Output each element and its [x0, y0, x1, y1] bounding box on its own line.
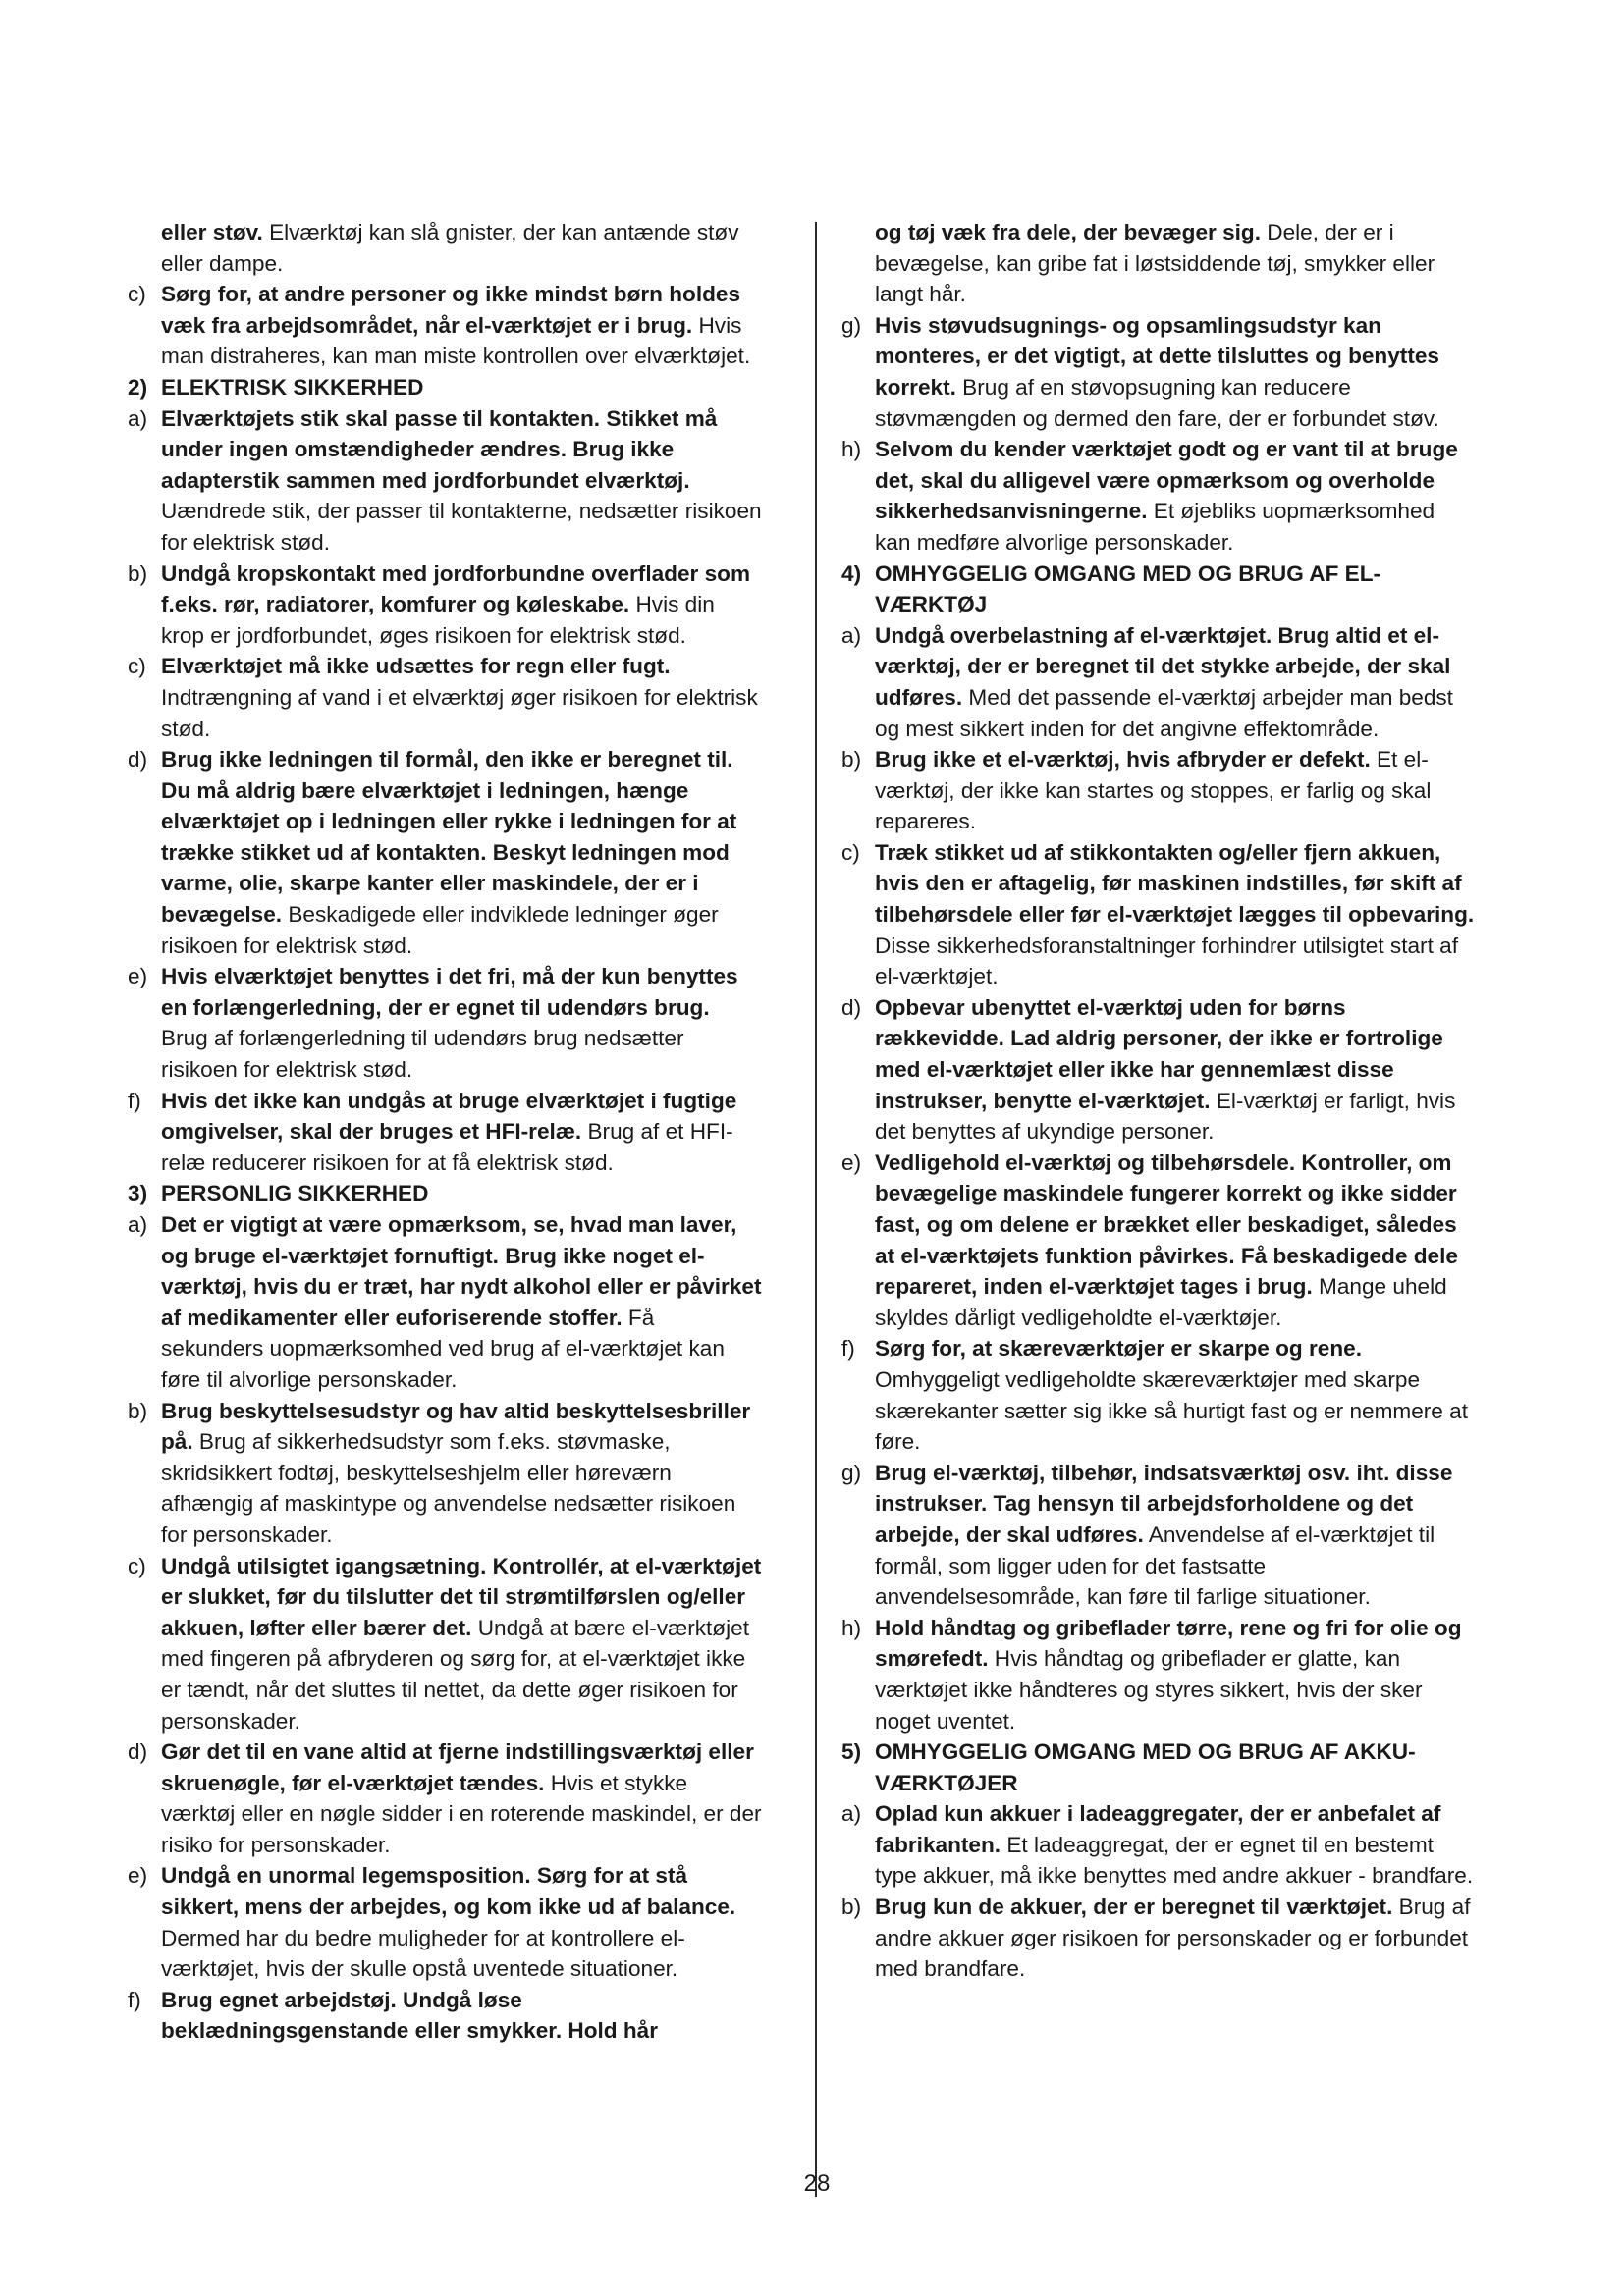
item-bold-text: Elværktøjets stik skal passe til kontakten. Stikket må under ingen omstændigheder ændres. Brug ikke adapterstik sammen med jordforbundet elværktøj.	[161, 405, 718, 493]
item-bold-text: Hold håndtag og gribeflader tørre, rene og fri for olie og smørefedt.	[875, 1615, 1462, 1672]
item-label: h)	[841, 1615, 862, 1640]
item-text: Hvis håndtag og gribeflader er glatte, kan værktøjet ikke håndteres og styres sikkert, hvis der sker noget uventet.	[875, 1646, 1423, 1734]
item-text: Disse sikkerhedsforanstaltninger forhindrer utilsigtet start af el-værktøjet.	[875, 933, 1458, 989]
left-column	[128, 217, 762, 2047]
item-bold-text: og tøj væk fra dele, der bevæger sig.	[875, 220, 1261, 244]
item-label: e)	[128, 964, 148, 989]
item-4h	[841, 1613, 1476, 1736]
item-4b	[841, 744, 1476, 837]
item-bold-text: Undgå utilsigtet igangsætning. Kontrollér, at el-værktøjet er slukket, før du tilslutter det til strømtilførslen og/eller akkuen, løfter eller bærer det.	[161, 1553, 762, 1640]
item-text: Anvendelse af el-værktøjet til formål, som ligger uden for det fastsatte anvendelsesområde, kan føre til farlige situationer.	[875, 1522, 1435, 1610]
item-label: d)	[128, 747, 148, 773]
section-title: PERSONLIG SIKKERHED	[161, 1181, 429, 1206]
item-bold-text: Vedligehold el-værktøj og tilbehørsdele. Kontroller, om bevægelige maskindele fungerer korrekt og ikke sidder fast, og om delene er brækket eller beskadiget, således at el-værktøjets funktion påvirkes. Få beskadigede dele repareret, inden el-værktøjet tages i brug.	[875, 1149, 1458, 1300]
item-5a	[841, 1798, 1476, 1892]
item-bold-text: Sørg for, at skæreværktøjer er skarpe og rene.	[875, 1336, 1363, 1362]
section-title: OMHYGGELIG OMGANG MED OG BRUG AF AKKU-VÆRKTØJER	[875, 1739, 1416, 1795]
item-label: g)	[841, 1460, 862, 1485]
section-number: 5)	[841, 1739, 862, 1765]
item-3f	[128, 1985, 762, 2047]
item-2f	[128, 1086, 762, 1179]
item-label: d)	[128, 1739, 148, 1765]
item-bold-text: Selvom du kender værktøjet godt og er vant til at bruge det, skal du alligevel være opmærksom og overholde sikkerhedsanvisningerne.	[875, 437, 1458, 524]
right-column	[841, 217, 1476, 1985]
item-text: Elværktøj kan slå gnister, der kan antænde støv eller dampe.	[161, 220, 739, 276]
item-bold-text: Hvis støvudsugnings- og opsamlingsudstyr kan monteres, er det vigtigt, at dette tilsluttes og benyttes korrekt.	[875, 312, 1439, 400]
item-5b	[841, 1892, 1476, 1985]
item-label: a)	[841, 622, 862, 648]
item-label: g)	[841, 312, 862, 338]
item-4f	[841, 1333, 1476, 1457]
item-bold-text: Træk stikket ud af stikkontakten og/eller fjern akkuen, hvis den er aftagelig, før maskinen indstilles, før skift af tilbehørsdele eller før el-værktøjet lægges til opbevaring.	[875, 839, 1475, 928]
section-heading-5	[841, 1736, 1476, 1798]
item-label: e)	[128, 1863, 148, 1889]
column-divider	[815, 222, 817, 2197]
item-label: a)	[128, 405, 148, 431]
item-text: Dele, der er i bevægelse, kan gribe fat i løstsiddende tøj, smykker eller langt hår.	[875, 220, 1435, 307]
item-label: b)	[841, 1895, 862, 1920]
item-bold-text: Brug ikke et el-værktøj, hvis afbryder er defekt.	[875, 747, 1371, 773]
item-text: Mange uheld skyldes dårligt vedligeholdte el-værktøjer.	[875, 1274, 1447, 1330]
item-label: a)	[128, 1212, 148, 1237]
item-bold-text: Brug kun de akkuer, der er beregnet til værktøjet.	[875, 1895, 1393, 1920]
section-number: 2)	[128, 374, 148, 400]
item-text: El-værktøj er farligt, hvis det benyttes af ukyndige personer.	[875, 1088, 1456, 1145]
item-3h	[841, 434, 1476, 558]
section-heading-3	[128, 1178, 762, 1209]
item-bold-text: Gør det til en vane altid at fjerne indstillingsværktøj eller skruenøgle, før el-værktøjet tændes.	[161, 1739, 754, 1795]
item-4c	[841, 837, 1476, 992]
item-text: Et el-værktøj, der ikke kan startes og stoppes, er farlig og skal repareres.	[875, 747, 1432, 834]
item-text: Med det passende el-værktøj arbejder man bedst og mest sikkert inden for det angivne effektområde.	[875, 684, 1453, 741]
item-label: c)	[128, 282, 146, 307]
section-number: 3)	[128, 1181, 148, 1206]
item-text: Brug af et HFI-relæ reducerer risikoen for at få elektrisk stød.	[161, 1119, 733, 1175]
item-text: Et ladeaggregat, der er egnet til en bestemt type akkuer, må ikke benyttes med andre akkuer - brandfare.	[875, 1832, 1474, 1889]
item-text: Omhyggeligt vedligeholdte skæreværktøjer med skarpe skærekanter sætter sig ikke så hurtigt fast og er nemmere at føre.	[875, 1366, 1468, 1455]
item-text: Brug af en støvopsugning kan reducere støvmængden og dermed den fare, der er forbundet støv.	[875, 374, 1439, 431]
item-bold-text: Sørg for, at andre personer og ikke mindst børn holdes væk fra arbejdsområdet, når el-værktøjet er i brug.	[161, 282, 741, 338]
item-bold-text: Brug ikke ledningen til formål, den ikke er beregnet til. Du må aldrig bære elværktøjet i ledningen, hænge elværktøjet op i ledningen eller rykke i ledningen for at trække stikket ud af kontakten. Beskyt ledningen mod varme, olie, skarpe kanter eller maskindele, der er i bevægelse.	[161, 747, 737, 928]
item-label: h)	[841, 437, 862, 462]
item-label: e)	[841, 1149, 862, 1175]
continued-paragraph	[841, 217, 1476, 310]
item-3b	[128, 1396, 762, 1551]
item-text: Hvis din krop er jordforbundet, øges risikoen for elektrisk stød.	[161, 592, 715, 648]
item-bold-text: eller støv.	[161, 220, 263, 244]
section-heading-2	[128, 372, 762, 403]
item-text: Indtrængning af vand i et elværktøj øger risikoen for elektrisk stød.	[161, 684, 758, 741]
item-3c	[128, 1551, 762, 1737]
item-label: c)	[128, 654, 146, 679]
item-2a	[128, 403, 762, 559]
section-title: OMHYGGELIG OMGANG MED OG BRUG AF EL-VÆRKTØJ	[875, 561, 1381, 617]
section-title: ELEKTRISK SIKKERHED	[161, 374, 424, 400]
item-bold-text: Undgå overbelastning af el-værktøjet. Brug altid et el-værktøj, der er beregnet til det stykke arbejde, der skal udføres.	[875, 622, 1451, 710]
item-label: a)	[841, 1801, 862, 1827]
item-label: c)	[128, 1553, 146, 1578]
item-bold-text: Undgå en unormal legemsposition. Sørg for at stå sikkert, mens der arbejdes, og kom ikke ud af balance.	[161, 1863, 736, 1920]
item-label: f)	[128, 1088, 141, 1113]
item-text: Uændrede stik, der passer til kontakterne, nedsætter risikoen for elektrisk stød.	[161, 499, 762, 555]
item-2b	[128, 559, 762, 652]
page-number: 28	[803, 2170, 831, 2197]
item-text: Et øjebliks uopmærksomhed kan medføre alvorlige personskader.	[875, 499, 1435, 555]
item-label: b)	[128, 1398, 148, 1423]
item-3a	[128, 1209, 762, 1396]
item-3e	[128, 1860, 762, 1984]
item-bold-text: Brug egnet arbejdstøj. Undgå løse beklædningsgenstande eller smykker. Hold hår	[161, 1987, 659, 2044]
item-bold-text: Brug el-værktøj, tilbehør, indsatsværktøj osv. iht. disse instrukser. Tag hensyn til arbejdsforholdene og det arbejde, der skal udføres.	[875, 1460, 1453, 1547]
item-label: d)	[841, 994, 862, 1020]
item-4a	[841, 620, 1476, 744]
item-1c	[128, 279, 762, 372]
item-text: Brug af andre akkuer øger risikoen for personskader og er forbundet med brandfare.	[875, 1895, 1471, 1982]
item-bold-text: Hvis elværktøjet benyttes i det fri, må der kun benyttes en forlængerledning, der er egnet til udendørs brug.	[161, 964, 738, 1020]
continued-paragraph	[128, 217, 762, 279]
item-text: Få sekunders uopmærksomhed ved brug af el-værktøjet kan føre til alvorlige personskader.	[161, 1305, 725, 1392]
item-label: b)	[128, 561, 148, 586]
item-bold-text: Opbevar ubenyttet el-værktøj uden for børns rækkevidde. Lad aldrig personer, der ikke er fortrolige med el-værktøjet eller ikke har gennemlæst disse instrukser, benytte el-værktøjet.	[875, 994, 1443, 1113]
item-text: Beskadigede eller indviklede ledninger øger risikoen for elektrisk stød.	[161, 902, 719, 958]
item-4g	[841, 1458, 1476, 1613]
item-4e	[841, 1148, 1476, 1334]
item-2c	[128, 651, 762, 744]
item-label: f)	[128, 1987, 141, 2012]
item-text: Dermed har du bedre muligheder for at kontrollere el-værktøjet, hvis der skulle opstå uventede situationer.	[161, 1925, 685, 1982]
section-number: 4)	[841, 561, 862, 586]
item-bold-text: Brug beskyttelsesudstyr og hav altid beskyttelsesbriller på.	[161, 1398, 751, 1455]
item-bold-text: Hvis det ikke kan undgås at bruge elværktøjet i fugtige omgivelser, skal der bruges et HFI-relæ.	[161, 1088, 737, 1145]
item-3g	[841, 310, 1476, 434]
item-4d	[841, 992, 1476, 1148]
item-text: Hvis man distraheres, kan man miste kontrollen over elværktøjet.	[161, 312, 751, 369]
item-bold-text: Undgå kropskontakt med jordforbundne overflader som f.eks. rør, radiatorer, komfurer og køleskabe.	[161, 561, 751, 617]
item-label: c)	[841, 839, 860, 865]
item-bold-text: Oplad kun akkuer i ladeaggregater, der er anbefalet af fabrikanten.	[875, 1801, 1441, 1857]
item-text: Brug af sikkerhedsudstyr som f.eks. støvmaske, skridsikkert fodtøj, beskyttelseshjelm eller høreværn afhængig af maskintype og anvendelse nedsætter risikoen for personskader.	[161, 1429, 736, 1547]
item-text: Undgå at bære el-værktøjet med fingeren på afbryderen og sørg for, at el-værktøjet ikke er tændt, når det sluttes til nettet, da dette øger risikoen for personskader.	[161, 1615, 749, 1734]
item-2e	[128, 961, 762, 1085]
item-3d	[128, 1736, 762, 1860]
item-bold-text: Elværktøjet må ikke udsættes for regn eller fugt.	[161, 654, 671, 679]
section-heading-4	[841, 559, 1476, 620]
item-text: Hvis et stykke værktøj eller en nøgle sidder i en roterende maskindel, er der risiko for personskader.	[161, 1770, 762, 1857]
item-2d	[128, 744, 762, 961]
item-label: f)	[841, 1336, 855, 1362]
item-text: Brug af forlængerledning til udendørs brug nedsætter risikoen for elektrisk stød.	[161, 1026, 684, 1083]
item-label: b)	[841, 747, 862, 773]
item-bold-text: Det er vigtigt at være opmærksom, se, hvad man laver, og bruge el-værktøjet fornuftigt. Brug ikke noget el-værktøj, hvis du er træt, har nydt alkohol eller er påvirket af medikamenter eller euforiserende stoffer.	[161, 1212, 762, 1330]
